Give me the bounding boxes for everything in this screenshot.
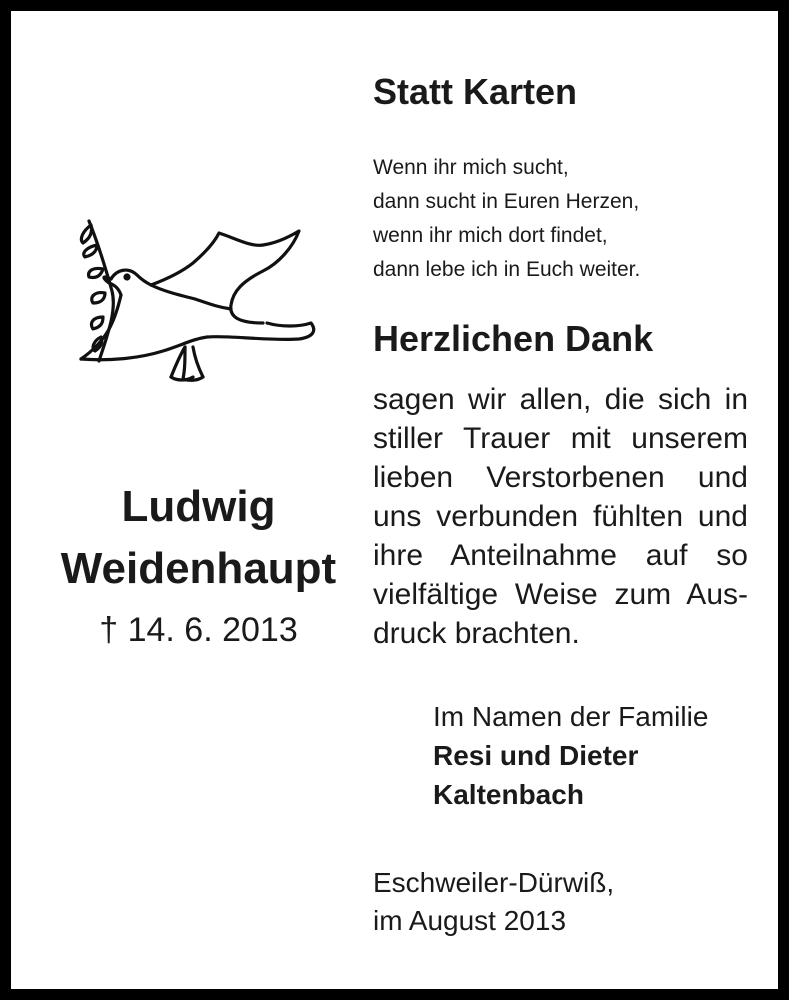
poem-line: dann sucht in Euren Herzen, [373,190,640,213]
signature-block [433,697,708,814]
obituary-notice [11,11,778,989]
deceased-last-name: Weidenhaupt [60,544,337,593]
thanks-line: lieben Verstorbenen und [373,461,748,494]
poem-line: dann lebe ich in Euch weiter. [373,258,641,281]
signature-intro: Im Namen der Familie [433,701,709,732]
poem-line: wenn ihr mich dort findet, [373,224,608,247]
thanks-line: vielfältige Weise zum Aus- [373,578,748,611]
thanks-line: druck brachten. [373,617,580,650]
thanks-line: stiller Trauer mit unserem [373,422,748,455]
signature-names: Resi und Dieter [433,740,639,771]
thanks-paragraph [373,380,748,653]
poem [373,151,640,287]
date: im August 2013 [373,905,567,936]
deceased-first-name: Ludwig [121,482,276,531]
heading-herzlichen-dank: Herzlichen Dank [373,318,654,359]
place-and-date [373,864,614,940]
signature-surname: Kaltenbach [433,779,584,810]
thanks-line: uns verbunden fühlten und [373,500,748,533]
thanks-line: ihre Anteilnahme auf so [373,539,748,572]
poem-line: Wenn ihr mich sucht, [373,156,569,179]
heading-statt-karten: Statt Karten [373,71,578,112]
death-date: † 14. 6. 2013 [99,611,298,649]
dove-with-olive-branch-icon [67,211,329,396]
place: Eschweiler-Dürwiß, [373,867,615,898]
thanks-line: sagen wir allen, die sich in [373,383,748,416]
